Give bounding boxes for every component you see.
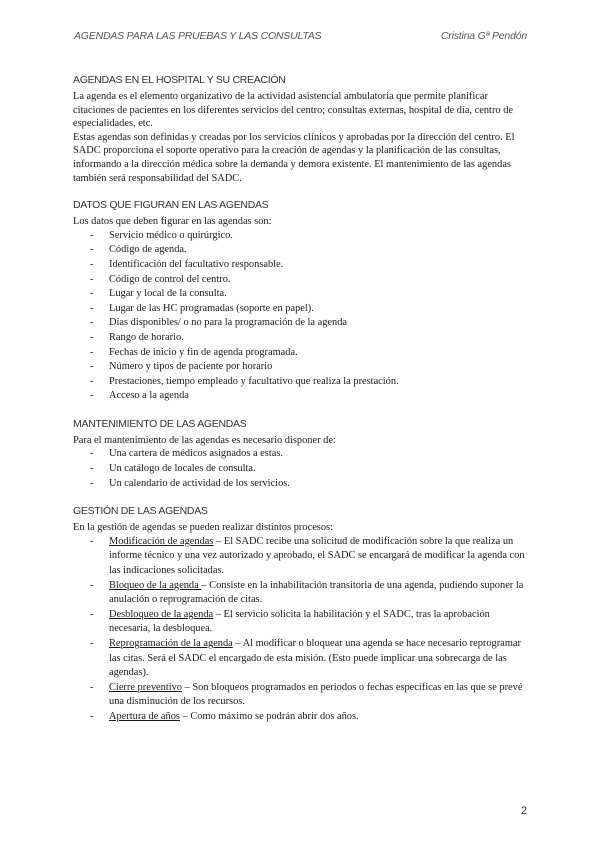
list-item: - Reprogramación de la agenda – Al modificar o bloquear una agenda se hace necesario reprogramar las citas. Será el SADC el encargado de esta misión. (Esto puede implicar una sobrecarga de las agendas). bbox=[90, 638, 521, 679]
list-item: - Lugar y local de la consulta. bbox=[90, 288, 227, 300]
intro-text: En la gestión de agendas se pueden realizar distintos procesos: bbox=[73, 522, 333, 534]
section-mantenimiento bbox=[73, 418, 525, 491]
list-item: - Código de agenda. bbox=[90, 244, 187, 256]
process-term: Reprogramación de la agenda bbox=[109, 638, 233, 649]
paragraph: Estas agendas son definidas y creadas por los servicios clínicos y aprobadas por la dirección del centro. El SADC proporciona el soporte operativo para la creación de agendas y la planificación de las consultas, informando a la dirección médica sobre la demanda y demora existente. El mantenimiento de las agendas también será responsabilidad del SADC. bbox=[73, 131, 515, 184]
intro-text: Los datos que deben figurar en las agendas son: bbox=[73, 216, 272, 228]
process-list bbox=[73, 535, 525, 725]
section-hospital bbox=[73, 74, 525, 185]
process-term: Cierre preventivo bbox=[109, 681, 182, 693]
list-item: - Número y tipos de paciente por horario bbox=[90, 361, 273, 373]
list-item: - Desbloqueo de la agenda – El servicio solicita la habilitación y el SADC, tras la aprobación necesaria, la desbloquea. bbox=[90, 608, 490, 635]
list-item: - Bloqueo de la agenda – Consiste en la inhabilitación transitoria de una agenda, pudiendo suponer la anulación o reprogramación de citas. bbox=[90, 579, 524, 606]
list-item: - Lugar de las HC programadas (soporte en papel). bbox=[90, 302, 314, 314]
list-item: - Código de control del centro. bbox=[90, 273, 231, 285]
list-item: - Identificación del facultativo responsable. bbox=[90, 258, 284, 270]
list-item: - Prestaciones, tiempo empleado y facultativo que realiza la prestación. bbox=[90, 375, 399, 387]
list-item: - Un catálogo de locales de consulta. bbox=[90, 463, 256, 475]
page-header bbox=[74, 30, 527, 42]
list-item: - Acceso a la agenda bbox=[90, 390, 189, 402]
list-item: - Una cartera de médicos asignados a estas. bbox=[90, 448, 283, 460]
process-term: Apertura de años bbox=[109, 710, 180, 722]
maintenance-list bbox=[73, 447, 525, 491]
process-term: Modificación de agendas bbox=[109, 535, 214, 547]
data-list bbox=[73, 229, 525, 404]
list-item: - Servicio médico o quirúrgico. bbox=[90, 229, 233, 241]
list-item: - Fechas de inicio y fin de agenda programada. bbox=[90, 346, 298, 358]
section-title: DATOS QUE FIGURAN EN LAS AGENDAS bbox=[73, 199, 269, 212]
process-term: Desbloqueo de la agenda bbox=[109, 608, 214, 620]
paragraph: La agenda es el elemento organizativo de la actividad asistencial ambulatoria que permite planificar citaciones de pacientes en los diferentes servicios del centro; consultas externas, hospital de día, centro de especialidades, etc. bbox=[73, 91, 513, 130]
section-datos bbox=[73, 199, 525, 404]
list-item: - Apertura de años – Como máximo se podrán abrir dos años. bbox=[90, 710, 359, 722]
page-number: 2 bbox=[520, 805, 527, 817]
header-document-title: AGENDAS PARA LAS PRUEBAS Y LAS CONSULTAS bbox=[74, 30, 322, 42]
list-item: - Modificación de agendas – El SADC recibe una solicitud de modificación sobre la que realiza un informe técnico y una vez autorizado y aprobado, el SADC se encargará de modificar la agenda con las indicaciones solicitadas. bbox=[90, 535, 525, 577]
section-title: MANTENIMIENTO DE LAS AGENDAS bbox=[73, 417, 247, 430]
list-item: - Un calendario de actividad de los servicios. bbox=[90, 477, 290, 489]
header-author: Cristina Gª Pendón bbox=[440, 30, 527, 42]
list-item: - Rango de horario. bbox=[90, 331, 184, 343]
intro-text: Para el mantenimiento de las agendas es necesario disponer de: bbox=[73, 434, 336, 446]
section-title: GESTIÓN DE LAS AGENDAS bbox=[73, 505, 208, 518]
process-term: Bloqueo de la agenda bbox=[109, 579, 202, 591]
list-item: - Días disponibles/ o no para la programación de la agenda bbox=[90, 317, 348, 329]
section-gestion bbox=[73, 505, 525, 724]
section-title: AGENDAS EN EL HOSPITAL Y SU CREACIÓN bbox=[73, 74, 286, 86]
page-content bbox=[73, 74, 525, 739]
list-item: - Cierre preventivo – Son bloqueos programados en periodos o fechas específicas en las que se prevé una disminución de los recursos. bbox=[90, 681, 523, 708]
